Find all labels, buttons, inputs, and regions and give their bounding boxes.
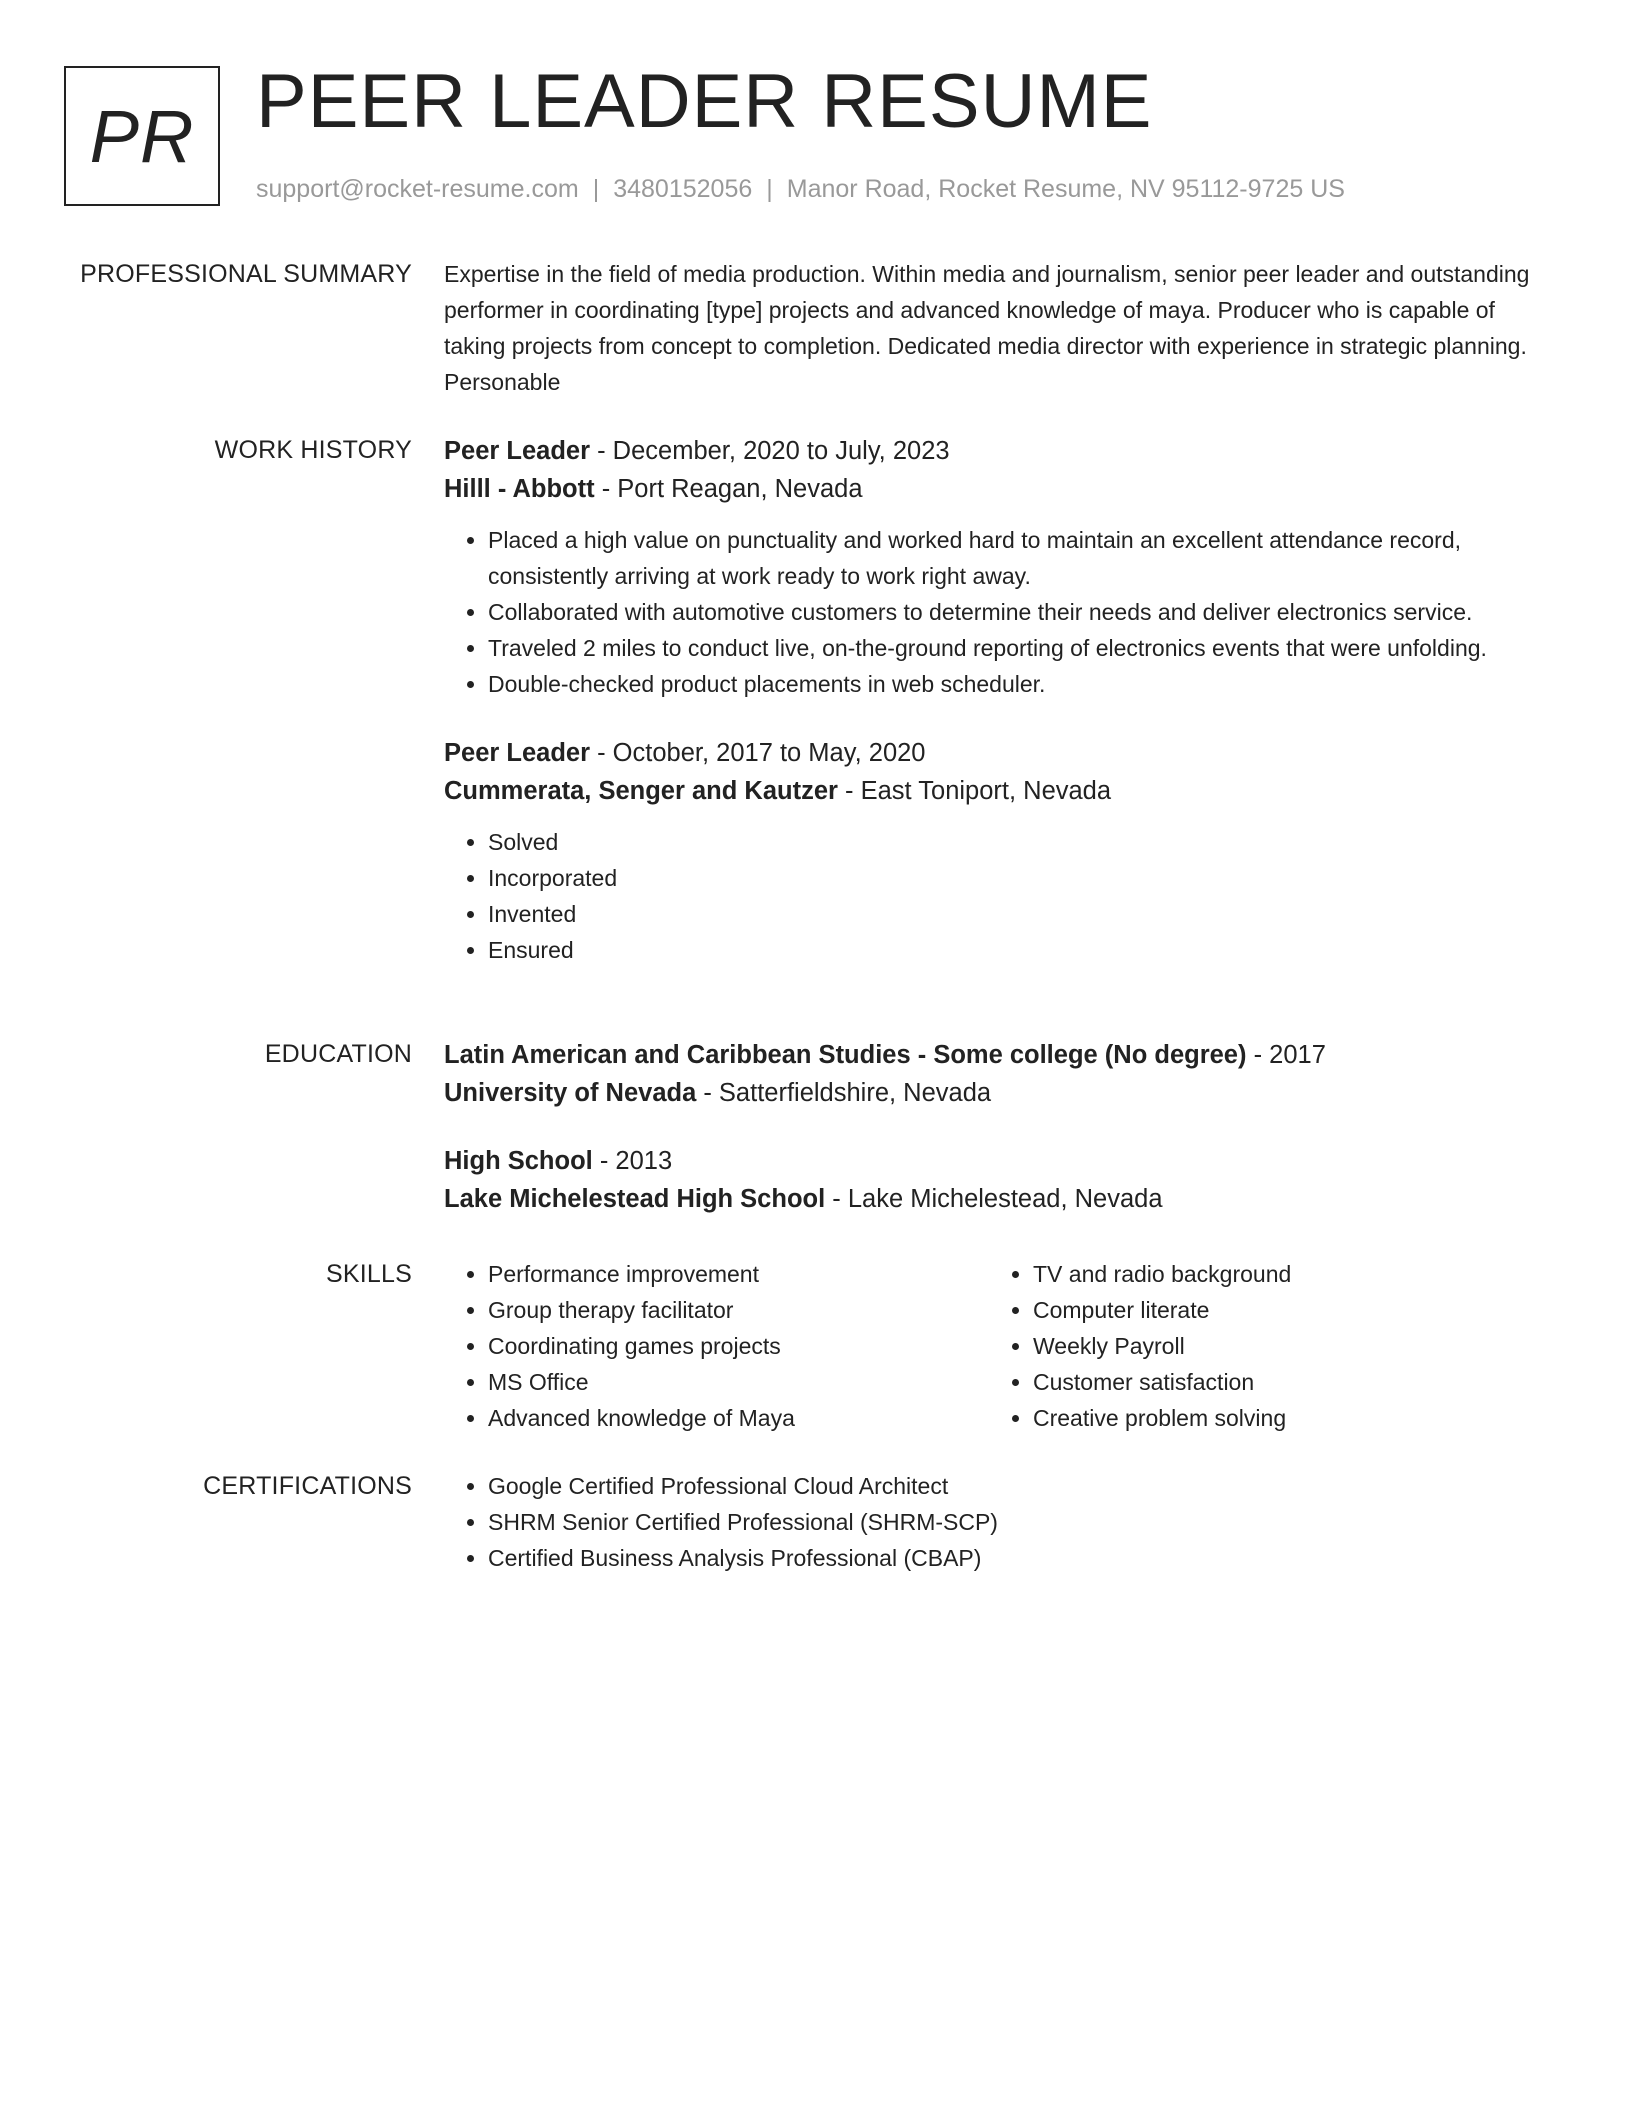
job-title-line [444, 734, 1559, 772]
resume-title: PEER LEADER RESUME [256, 59, 1153, 144]
section-label: PROFESSIONAL SUMMARY [80, 260, 412, 288]
education-degree-line [444, 1036, 1559, 1074]
education-entry [444, 1142, 1559, 1218]
job-dates: - October, 2017 to May, 2020 [590, 739, 926, 767]
skill-item: • Weekly Payroll [1033, 1328, 1534, 1364]
job-company-line [444, 470, 1559, 508]
section-body [444, 432, 1559, 968]
skill-item: • Group therapy facilitator [488, 1292, 989, 1328]
job-company: Cummerata, Senger and Kautzer [444, 777, 838, 805]
job-title-line [444, 432, 1559, 470]
job-bullets [444, 522, 1559, 702]
summary-text: Expertise in the field of media production. Within media and journalism, senior peer leader and outstanding performer in coordinating [type] projects and advanced knowledge of maya. Producer who is capable of taking projects from concept to completion. Dedicated media director with experience in strategic planning. Personable [444, 261, 1530, 395]
skill-item: • Performance improvement [488, 1256, 989, 1292]
job-bullet: • Traveled 2 miles to conduct live, on-the-ground reporting of electronics events that were unfolding. [488, 630, 1559, 666]
contact-email: support@rocket-resume.com [256, 175, 579, 203]
section-body [444, 256, 1559, 400]
contact-line [256, 172, 1345, 206]
skill-item: • TV and radio background [1033, 1256, 1534, 1292]
monogram-box [64, 66, 220, 206]
contact-address: Manor Road, Rocket Resume, NV 95112-9725 US [786, 175, 1345, 203]
job-title: Peer Leader [444, 739, 591, 767]
certifications-list [444, 1468, 1559, 1576]
monogram-initials: PR [89, 94, 195, 178]
skill-item: • Computer literate [1033, 1292, 1534, 1328]
education-entry [444, 1036, 1559, 1112]
certification-item: • Certified Business Analysis Professional (CBAP) [488, 1540, 1559, 1576]
skill-item: • Coordinating games projects [488, 1328, 989, 1364]
section-label: CERTIFICATIONS [203, 1472, 412, 1500]
job-bullet: • Ensured [488, 932, 1559, 968]
job-location: - East Toniport, Nevada [837, 777, 1112, 805]
job-bullet: • Solved [488, 824, 1559, 860]
contact-separator: | [766, 175, 773, 203]
job-bullet: • Double-checked product placements in web scheduler. [488, 666, 1559, 702]
section-body [444, 1256, 1559, 1436]
job-entry [444, 734, 1559, 968]
job-title: Peer Leader [444, 437, 591, 465]
job-bullet: • Collaborated with automotive customers to determine their needs and deliver electronics service. [488, 594, 1559, 630]
skills-grid [444, 1256, 1559, 1436]
skill-item: • Creative problem solving [1033, 1400, 1534, 1436]
education-school-line [444, 1180, 1559, 1218]
skill-item: • Customer satisfaction [1033, 1364, 1534, 1400]
job-bullet: • Incorporated [488, 860, 1559, 896]
contact-separator: | [592, 175, 600, 203]
job-entry [444, 432, 1559, 702]
education-degree: High School [444, 1147, 593, 1175]
contact-phone: 3480152056 [613, 175, 753, 203]
certification-item: • SHRM Senior Certified Professional (SHRM-SCP) [488, 1504, 1559, 1540]
skill-item: • Advanced knowledge of Maya [488, 1400, 989, 1436]
skills-list [444, 1256, 989, 1436]
job-bullets [444, 824, 1559, 968]
education-degree-line [444, 1142, 1559, 1180]
education-year: - 2013 [592, 1147, 673, 1175]
job-location: - Port Reagan, Nevada [594, 475, 863, 503]
education-school-line [444, 1074, 1559, 1112]
education-school: University of Nevada [444, 1079, 697, 1107]
section-label: EDUCATION [264, 1040, 412, 1068]
section-body [444, 1468, 1559, 1576]
education-degree: Latin American and Caribbean Studies - Some college (No degree) [444, 1041, 1247, 1069]
section-label: SKILLS [326, 1260, 412, 1288]
education-year: - 2017 [1246, 1041, 1326, 1069]
skills-list [989, 1256, 1534, 1436]
job-dates: - December, 2020 to July, 2023 [590, 437, 950, 465]
skill-item: • MS Office [488, 1364, 989, 1400]
section-label: WORK HISTORY [214, 436, 412, 464]
skills-column-right [989, 1256, 1534, 1436]
job-company: Hilll - Abbott [444, 475, 595, 503]
certification-item: • Google Certified Professional Cloud Architect [488, 1468, 1559, 1504]
skills-column-left [444, 1256, 989, 1436]
job-company-line [444, 772, 1559, 810]
section-body [444, 1036, 1559, 1218]
education-school: Lake Michelestead High School [444, 1185, 826, 1213]
education-location: - Satterfieldshire, Nevada [696, 1079, 992, 1107]
education-location: - Lake Michelestead, Nevada [825, 1185, 1163, 1213]
job-bullet: • Placed a high value on punctuality and worked hard to maintain an excellent attendance record, consistently arriving at work ready to work right away. [488, 522, 1559, 594]
job-bullet: • Invented [488, 896, 1559, 932]
